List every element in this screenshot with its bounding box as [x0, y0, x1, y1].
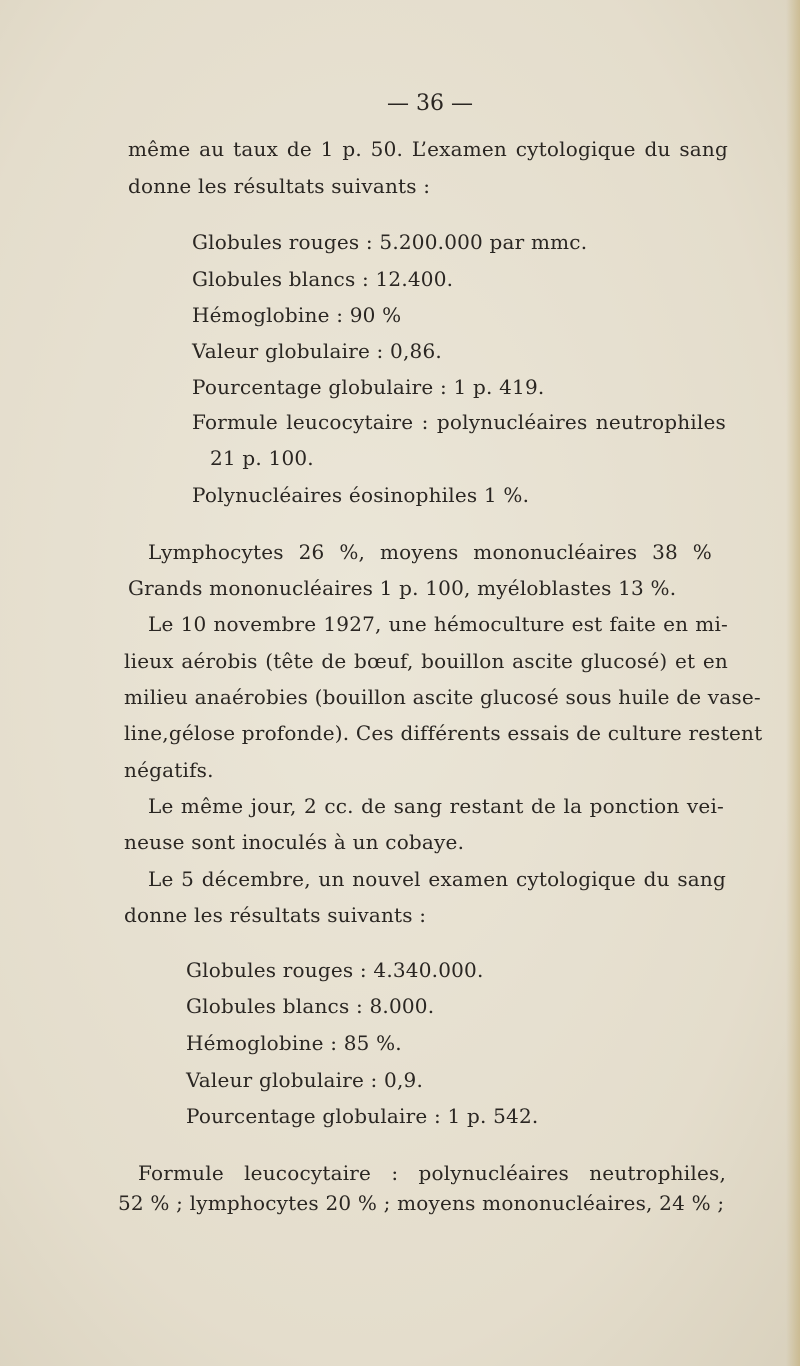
blood-list-1-item-6: Formule leucocytaire : polynucléaires neutrophiles	[192, 410, 726, 434]
blood-list-2-item-5: Pourcentage globulaire : 1 p. 542.	[186, 1104, 539, 1128]
text-line-9: négatifs.	[124, 758, 214, 782]
text-line-10: Le même jour, 2 cc. de sang restant de la ponction vei-	[148, 794, 724, 818]
page-edge-shading	[786, 0, 800, 1366]
blood-list-2-item-1: Globules rouges : 4.340.000.	[186, 958, 484, 982]
text-line-2: donne les résultats suivants :	[128, 174, 431, 198]
blood-list-1-item-2: Globules blancs : 12.400.	[192, 267, 454, 291]
blood-list-1-item-1: Globules rouges : 5.200.000 par mmc.	[192, 230, 588, 254]
text-line-1: même au taux de 1 p. 50. L’examen cytologique du sang	[128, 137, 728, 161]
text-line-15: 52 % ; lymphocytes 20 % ; moyens mononucléaires, 24 % ;	[118, 1191, 725, 1215]
text-line-11: neuse sont inoculés à un cobaye.	[124, 830, 465, 854]
blood-list-1-item-6-cont: 21 p. 100.	[210, 446, 314, 470]
text-line-12: Le 5 décembre, un nouvel examen cytologique du sang	[148, 867, 726, 891]
blood-list-1-item-3: Hémoglobine : 90 %	[192, 303, 402, 327]
blood-list-1-item-4: Valeur globulaire : 0,86.	[192, 339, 442, 363]
blood-list-1-item-7: Polynucléaires éosinophiles 1 %.	[192, 483, 530, 507]
text-line-6: lieux aérobis (tête de bœuf, bouillon ascite glucosé) et en	[124, 649, 728, 673]
page-number: — 36 —	[387, 91, 473, 116]
text-line-7: milieu anaérobies (bouillon ascite glucosé sous huile de vase-	[124, 685, 761, 709]
blood-list-2-item-4: Valeur globulaire : 0,9.	[186, 1068, 424, 1092]
blood-list-2-item-2: Globules blancs : 8.000.	[186, 994, 435, 1018]
blood-list-2-item-3: Hémoglobine : 85 %.	[186, 1031, 402, 1055]
text-line-8: line,gélose profonde). Ces différents essais de culture restent	[124, 721, 763, 745]
text-line-4: Grands mononucléaires 1 p. 100, myéloblastes 13 %.	[128, 576, 677, 600]
blood-list-1-item-5: Pourcentage globulaire : 1 p. 419.	[192, 375, 545, 399]
text-line-14: Formule leucocytaire : polynucléaires neutrophiles,	[138, 1161, 726, 1185]
text-line-3: Lymphocytes 26 %, moyens mononucléaires 38 %	[148, 540, 712, 564]
text-line-13: donne les résultats suivants :	[124, 903, 427, 927]
text-line-5: Le 10 novembre 1927, une hémoculture est faite en mi-	[148, 612, 728, 636]
